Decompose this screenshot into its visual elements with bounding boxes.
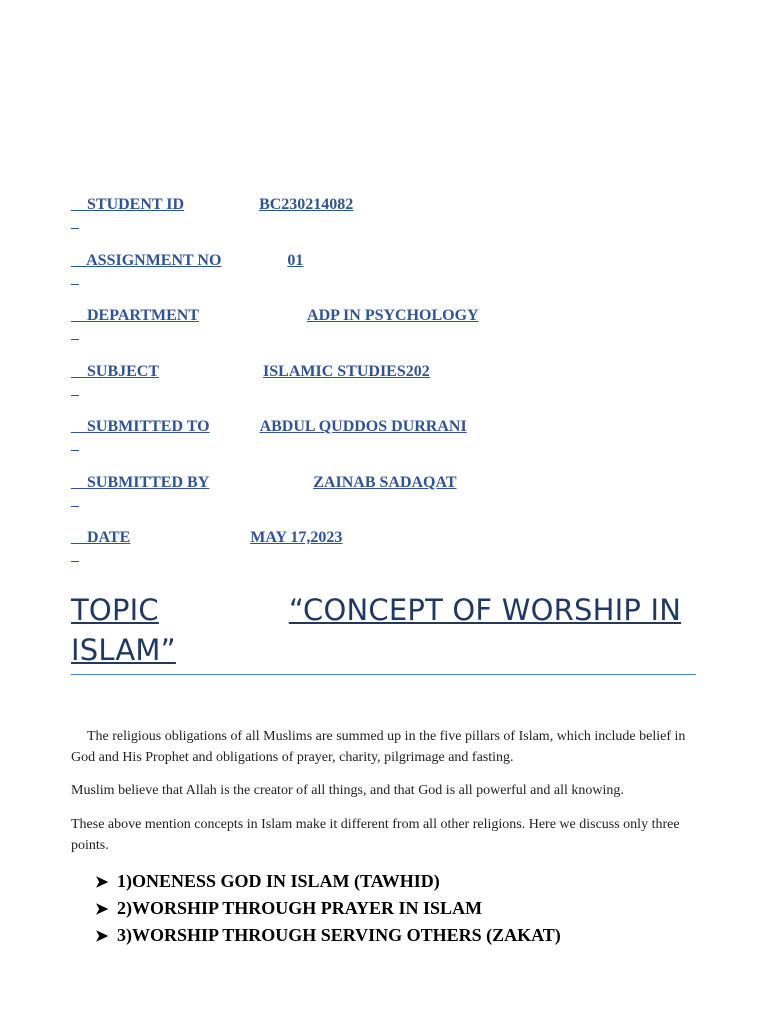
student-id-value: BC230214082 xyxy=(259,196,354,213)
list-item xyxy=(95,895,561,922)
point-text: 3)WORSHIP THROUGH SERVING OTHERS (ZAKAT) xyxy=(117,925,561,945)
paragraph-concepts: These above mention concepts in Islam make it different from all other religions. Here we discuss only three points. xyxy=(71,817,680,853)
date-row xyxy=(71,511,343,546)
date-value: MAY 17,2023 xyxy=(250,529,343,546)
topic-divider xyxy=(71,674,696,675)
paragraph-pillars: The religious obligations of all Muslims are summed up in the five pillars of Islam, which include belief in God and His Prophet and obligations of prayer, charity, pilgrimage and fasting. xyxy=(71,729,686,765)
point-text: 2)WORSHIP THROUGH PRAYER IN ISLAM xyxy=(117,898,483,918)
topic-heading xyxy=(71,590,711,670)
submitted-to-value: ABDUL QUDDOS DURRANI xyxy=(259,418,467,435)
topic-title: “CONCEPT OF WORSHIP IN ISLAM” xyxy=(71,593,682,667)
department-label: DEPARTMENT xyxy=(87,307,200,324)
paragraph-belief: Muslim believe that Allah is the creator of all things, and that God is all powerful and all knowing. xyxy=(71,783,624,798)
assignment-no-value: 01 xyxy=(287,252,304,269)
assignment-no-label: ASSIGNMENT NO xyxy=(86,252,222,269)
arrow-bullet-icon: ➤ xyxy=(95,901,109,918)
arrow-bullet-icon: ➤ xyxy=(95,874,109,891)
subject-row xyxy=(71,345,430,380)
arrow-bullet-icon: ➤ xyxy=(95,928,109,945)
submitted-by-label: SUBMITTED BY xyxy=(87,474,210,491)
submitted-to-label: SUBMITTED TO xyxy=(87,418,210,435)
subject-label: SUBJECT xyxy=(87,363,160,380)
submitted-by-value: ZAINAB SADAQAT xyxy=(313,474,457,491)
topic-label: TOPIC xyxy=(71,593,159,627)
department-row xyxy=(71,289,479,324)
points-list xyxy=(95,868,561,949)
date-label: DATE xyxy=(87,529,131,546)
submitted-to-row xyxy=(71,400,467,435)
department-value: ADP IN PSYCHOLOGY xyxy=(307,307,479,324)
student-id-label: STUDENT ID xyxy=(87,196,185,213)
list-item xyxy=(95,868,561,895)
submitted-by-row xyxy=(71,456,457,491)
assignment-no-row xyxy=(71,234,304,269)
subject-value: ISLAMIC STUDIES202 xyxy=(263,363,430,380)
list-item xyxy=(95,922,561,949)
point-text: 1)ONENESS GOD IN ISLAM (TAWHID) xyxy=(117,871,440,891)
student-id-row xyxy=(71,178,354,213)
